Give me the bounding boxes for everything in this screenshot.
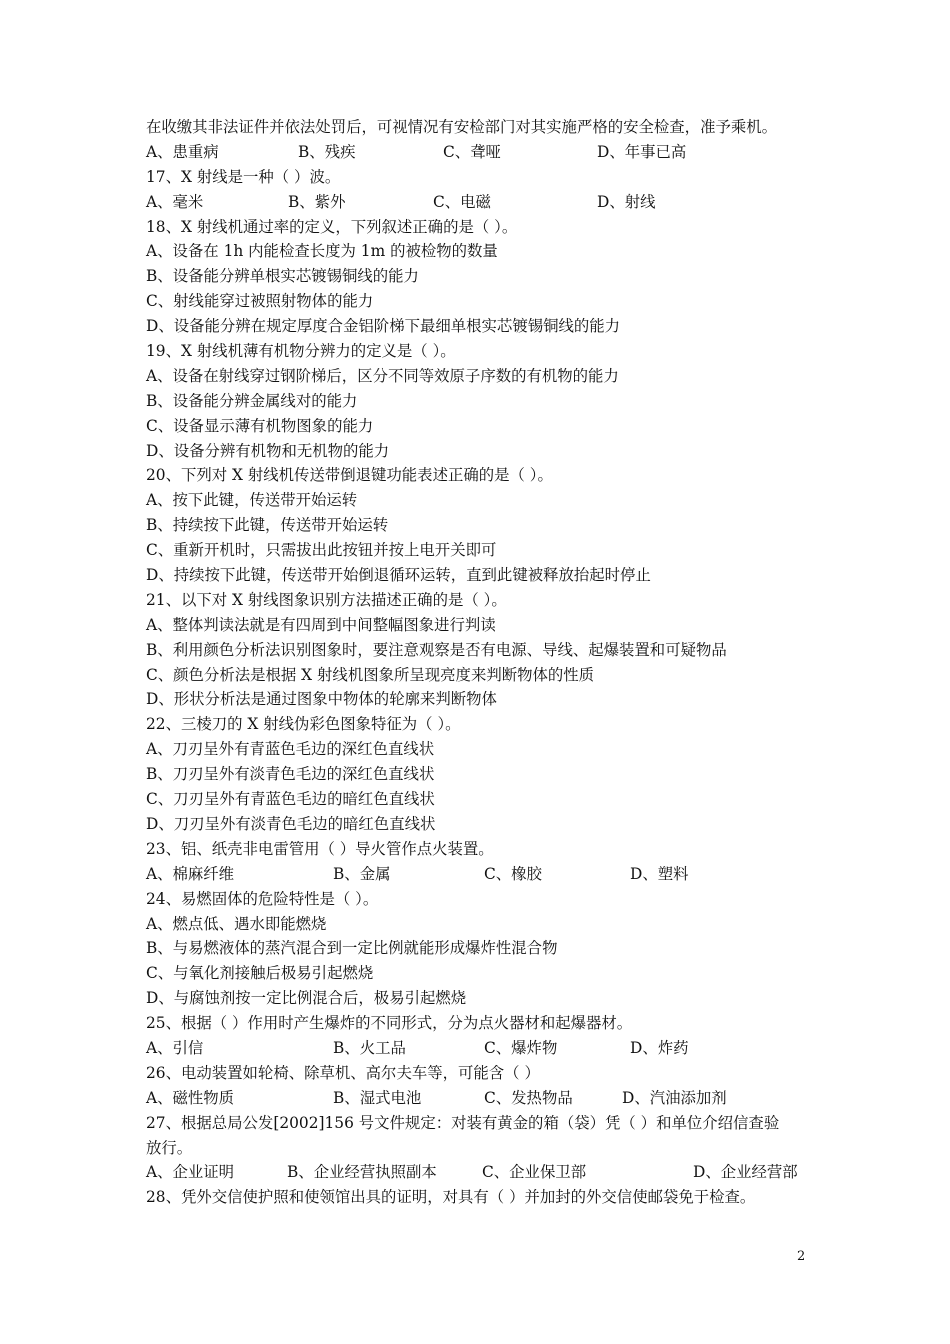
question-line: 20、下列对 X 射线机传送带倒退键功能表述正确的是（ ）。	[146, 466, 553, 485]
answer-option: D、塑料	[630, 864, 689, 883]
answer-option: A、毫米	[146, 192, 204, 211]
text-line: 在收缴其非法证件并依法处罚后，可视情况有安检部门对其实施严格的安全检查，准予乘机。	[146, 118, 778, 136]
answer-option: B、湿式电池	[333, 1088, 422, 1107]
text-line: C、重新开机时，只需拔出此按钮并按上电开关即可	[146, 541, 497, 560]
answer-option: A、磁性物质	[146, 1088, 235, 1107]
text-line: 放行。	[146, 1138, 193, 1157]
text-line: B、刀刃呈外有淡青色毛边的深红色直线状	[146, 765, 435, 784]
answer-option: A、引信	[146, 1038, 204, 1057]
text-line: A、设备在射线穿过钢阶梯后，区分不同等效原子序数的有机物的能力	[146, 366, 619, 385]
text-line: B、利用颜色分析法识别图象时，要注意观察是否有电源、导线、起爆装置和可疑物品	[146, 640, 727, 659]
text-line: B、持续按下此键，传送带开始运转	[146, 516, 389, 535]
answer-option: A、棉麻纤维	[146, 864, 235, 883]
text-line: C、刀刃呈外有青蓝色毛边的暗红色直线状	[146, 790, 435, 809]
answer-option: D、汽油添加剂	[622, 1088, 727, 1107]
answer-option: C、电磁	[433, 192, 491, 211]
text-line: B、与易燃液体的蒸汽混合到一定比例就能形成爆炸性混合物	[146, 939, 558, 958]
answer-option: C、聋哑	[443, 142, 501, 161]
text-line: A、整体判读法就是有四周到中间整幅图象进行判读	[146, 615, 496, 634]
question-line: 22、三棱刀的 X 射线伪彩色图象特征为（ ）。	[146, 715, 461, 734]
question-line: 26、电动装置如轮椅、除草机、高尔夫车等，可能含（ ）	[146, 1063, 540, 1082]
answer-option: D、炸药	[630, 1038, 689, 1057]
answer-options-row	[146, 190, 822, 215]
answer-options-row	[146, 1086, 822, 1111]
text-line: A、刀刃呈外有青蓝色毛边的深红色直线状	[146, 740, 435, 759]
answer-options-row	[146, 140, 822, 165]
question-line: 24、易燃固体的危险特性是（ ）。	[146, 889, 379, 908]
text-line: D、设备分辨有机物和无机物的能力	[146, 441, 390, 460]
answer-option: A、企业证明	[146, 1163, 235, 1182]
page-number: 2	[797, 1249, 806, 1264]
text-line: A、按下此键，传送带开始运转	[146, 491, 358, 510]
answer-option: C、橡胶	[484, 864, 542, 883]
text-line: D、持续按下此键，传送带开始倒退循环运转，直到此键被释放抬起时停止	[146, 566, 651, 585]
answer-option: C、爆炸物	[484, 1038, 558, 1057]
answer-option: D、企业经营部	[693, 1163, 798, 1182]
text-line: A、设备在 1h 内能检查长度为 1m 的被检物的数量	[146, 242, 498, 261]
text-line: D、与腐蚀剂按一定比例混合后，极易引起燃烧	[146, 989, 467, 1008]
question-line: 25、根据（ ）作用时产生爆炸的不同形式，分为点火器材和起爆器材。	[146, 1014, 633, 1033]
text-line: C、射线能穿过被照射物体的能力	[146, 292, 374, 311]
answer-option: B、火工品	[333, 1038, 406, 1057]
answer-options-row	[146, 862, 822, 887]
text-line: C、与氧化剂接触后极易引起燃烧	[146, 964, 374, 983]
answer-option: B、紫外	[288, 192, 346, 211]
text-line: D、形状分析法是通过图象中物体的轮廓来判断物体	[146, 690, 497, 709]
answer-option: B、企业经营执照副本	[287, 1163, 437, 1182]
question-line: 17、X 射线是一种（ ）波。	[146, 167, 341, 186]
text-line: B、设备能分辨金属线对的能力	[146, 391, 358, 410]
text-line: C、设备显示薄有机物图象的能力	[146, 416, 374, 435]
answer-option: B、金属	[333, 864, 391, 883]
answer-option: D、年事已高	[597, 142, 687, 161]
text-line: D、设备能分辨在规定厚度合金铝阶梯下最细单根实芯镀锡铜线的能力	[146, 317, 621, 336]
text-line: D、刀刃呈外有淡青色毛边的暗红色直线状	[146, 814, 436, 833]
answer-option: D、射线	[597, 192, 656, 211]
question-line: 27、根据总局公发[2002]156 号文件规定：对装有黄金的箱（袋）凭（ ）和单位介绍信查验	[146, 1113, 780, 1132]
question-line: 28、凭外交信使护照和使领馆出具的证明，对具有（ ）并加封的外交信使邮袋免于检查。	[146, 1188, 756, 1207]
question-line: 23、铝、纸壳非电雷管用（ ）导火管作点火装置。	[146, 839, 494, 858]
question-line: 19、X 射线机薄有机物分辨力的定义是（ ）。	[146, 342, 456, 361]
answer-option: C、企业保卫部	[482, 1163, 587, 1182]
answer-options-row	[146, 1160, 822, 1185]
question-line: 21、以下对 X 射线图象识别方法描述正确的是（ ）。	[146, 590, 507, 609]
text-line: A、燃点低、遇水即能燃烧	[146, 914, 327, 933]
text-line: B、设备能分辨单根实芯镀锡铜线的能力	[146, 267, 419, 286]
answer-option: A、患重病	[146, 142, 219, 161]
text-line: C、颜色分析法是根据 X 射线机图象所呈现亮度来判断物体的性质	[146, 665, 595, 684]
answer-options-row	[146, 1036, 822, 1061]
answer-option: C、发热物品	[484, 1088, 573, 1107]
question-line: 18、X 射线机通过率的定义，下列叙述正确的是（ ）。	[146, 217, 518, 236]
document-body	[146, 115, 822, 1210]
answer-option: B、残疾	[298, 142, 356, 161]
